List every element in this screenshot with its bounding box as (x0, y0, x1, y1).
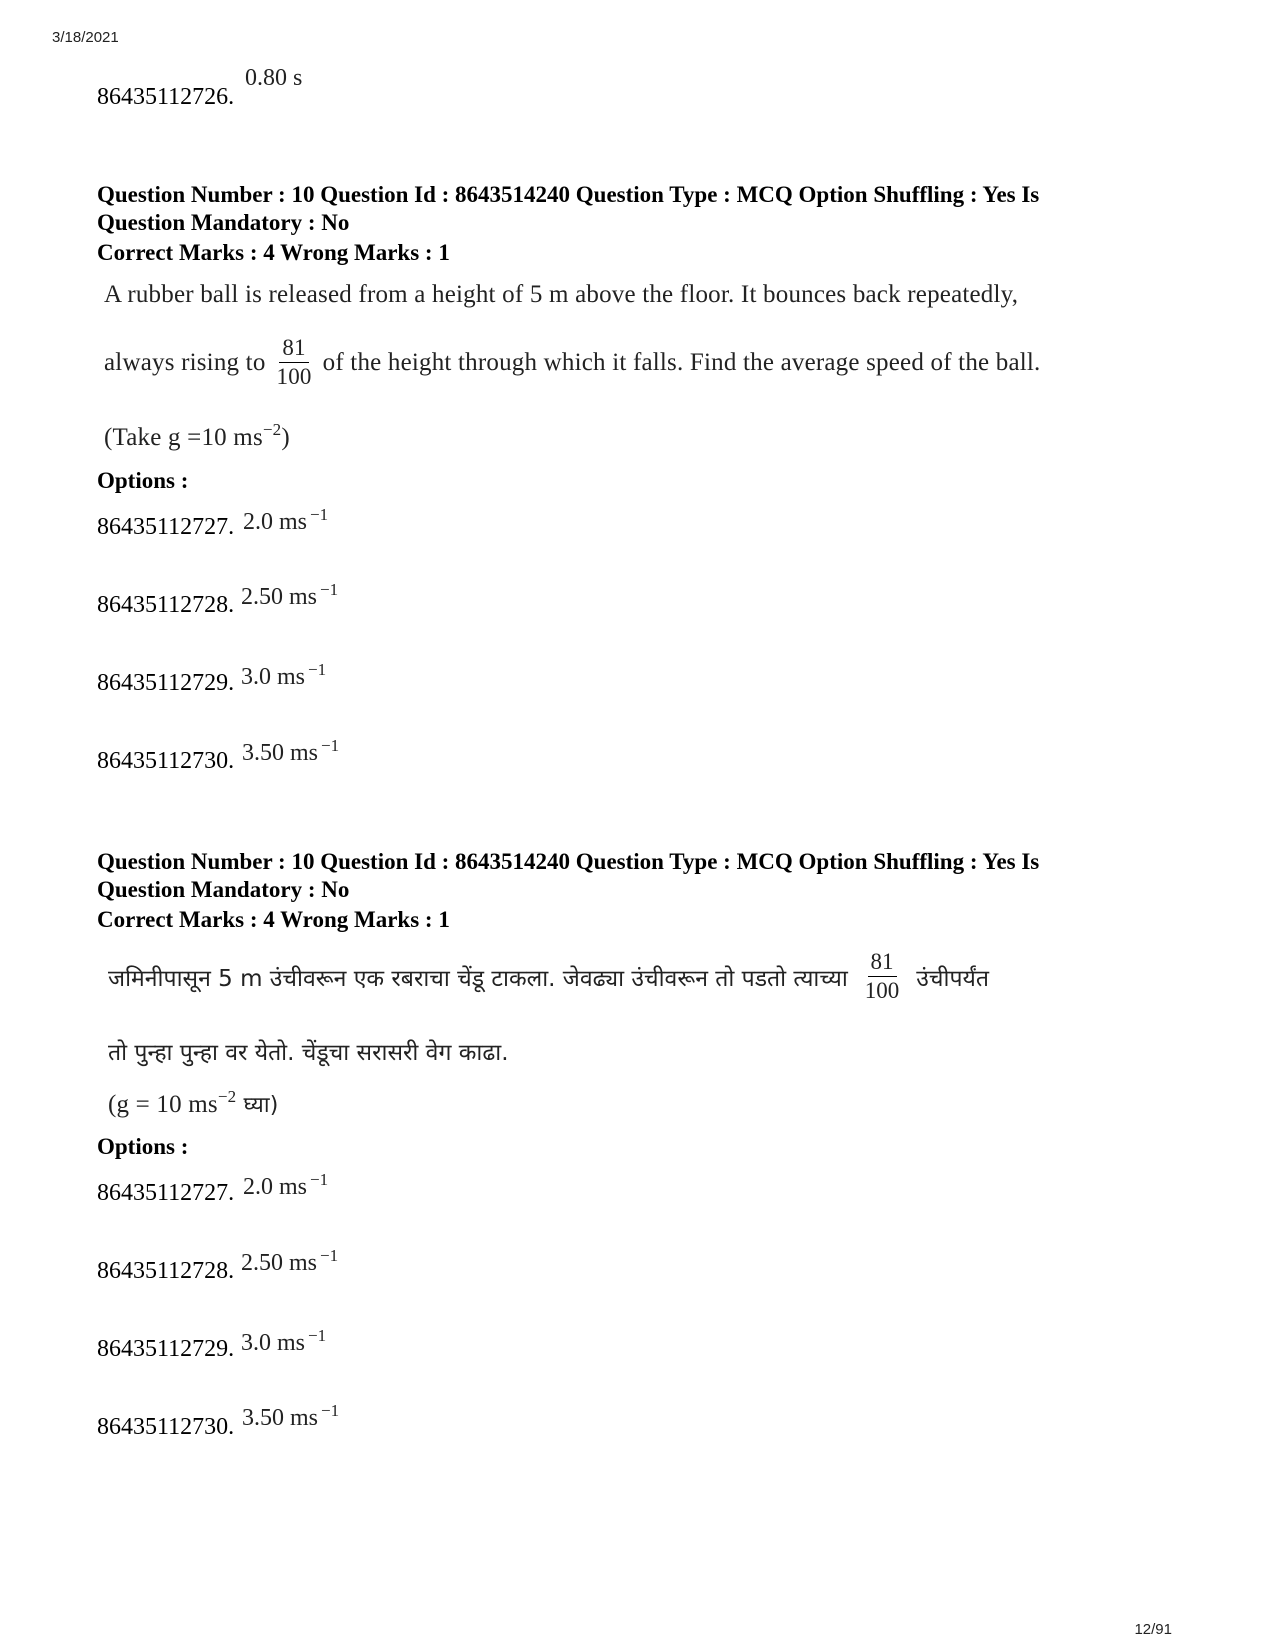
given-value-close: ) (281, 424, 290, 451)
question-text-post: उंचीपर्यंत (916, 965, 989, 992)
given-value-close: घ्या) (236, 1093, 279, 1118)
page-number: 12/91 (1134, 1621, 1172, 1638)
question-header-line2: Question Mandatory : No (97, 210, 350, 235)
option-value (241, 1246, 338, 1277)
option-value (243, 505, 328, 536)
option-exponent: −1 (310, 1170, 329, 1189)
option-value-text: 3.0 ms (241, 664, 306, 690)
given-value (108, 1087, 279, 1119)
question-header (97, 848, 1177, 904)
option-exponent: −1 (308, 1326, 327, 1345)
option-exponent: −1 (320, 580, 339, 599)
option-exponent: −1 (321, 1401, 340, 1420)
marks-line: Correct Marks : 4 Wrong Marks : 1 (97, 907, 450, 932)
question-text-line2: तो पुन्हा पुन्हा वर येतो. चेंडूचा सरासरी वेग काढा. (108, 1040, 509, 1066)
fraction (862, 948, 903, 1005)
option-value-text: 2.50 ms (241, 584, 318, 610)
given-value-exponent: −2 (217, 1087, 237, 1106)
option-value-text: 2.0 ms (243, 1174, 308, 1200)
given-value-exponent: −2 (262, 420, 282, 439)
question-header-line1: Question Number : 10 Question Id : 8643514240 Question Type : MCQ Option Shuffling : Yes Is (97, 182, 1040, 207)
fraction-numerator: 81 (279, 334, 308, 363)
option-exponent: −1 (320, 1246, 339, 1265)
options-label: Options : (97, 1134, 189, 1159)
option-value-text: 3.0 ms (241, 1330, 306, 1356)
option-value (242, 1401, 339, 1432)
option-value-text: 3.50 ms (242, 1405, 319, 1431)
option-id: 86435112728. (97, 592, 235, 618)
option-id: 86435112727. (97, 1180, 235, 1206)
print-date: 3/18/2021 (52, 29, 119, 46)
fraction-denominator: 100 (276, 364, 312, 389)
option-id: 86435112730. (97, 748, 235, 774)
option-id: 86435112727. (97, 514, 235, 540)
option-value (241, 1326, 326, 1357)
option-value (241, 660, 326, 691)
option-id: 86435112726. (97, 84, 235, 110)
given-value-text: (g = 10 ms (108, 1091, 218, 1118)
marks-line: Correct Marks : 4 Wrong Marks : 1 (97, 240, 450, 265)
fraction-numerator: 81 (868, 948, 897, 977)
question-text-pre: always rising to (104, 348, 266, 376)
question-text-line1: A rubber ball is released from a height of 5 m above the floor. It bounces back repeatedly, (104, 281, 1019, 308)
option-value (243, 1170, 328, 1201)
question-header (97, 181, 1177, 237)
option-id: 86435112728. (97, 1258, 235, 1284)
option-id: 86435112729. (97, 670, 235, 696)
option-value: 0.80 s (245, 65, 303, 91)
option-value (242, 736, 339, 767)
option-id: 86435112729. (97, 1336, 235, 1362)
question-header-line1: Question Number : 10 Question Id : 8643514240 Question Type : MCQ Option Shuffling : Yes Is (97, 849, 1040, 874)
question-text-pre: जमिनीपासून 5 m उंचीवरून एक रबराचा चेंडू टाकला. जेवढ्या उंचीवरून तो पडतो त्याच्या (108, 965, 848, 992)
question-header-line2: Question Mandatory : No (97, 877, 350, 902)
given-value (104, 420, 290, 452)
options-label: Options : (97, 468, 189, 493)
fraction (274, 334, 315, 391)
question-text-post: of the height through which it falls. Find the average speed of the ball. (322, 348, 1041, 376)
option-exponent: −1 (308, 660, 327, 679)
fraction-denominator: 100 (864, 978, 900, 1003)
option-exponent: −1 (310, 505, 329, 524)
option-id: 86435112730. (97, 1414, 235, 1440)
option-value-text: 3.50 ms (242, 740, 319, 766)
question-text-line2 (104, 334, 1041, 391)
question-text-line1 (108, 948, 989, 1005)
given-value-text: (Take g =10 ms (104, 424, 263, 451)
option-exponent: −1 (321, 736, 340, 755)
option-value (241, 580, 338, 611)
option-value-text: 2.0 ms (243, 509, 308, 535)
option-value-text: 2.50 ms (241, 1250, 318, 1276)
